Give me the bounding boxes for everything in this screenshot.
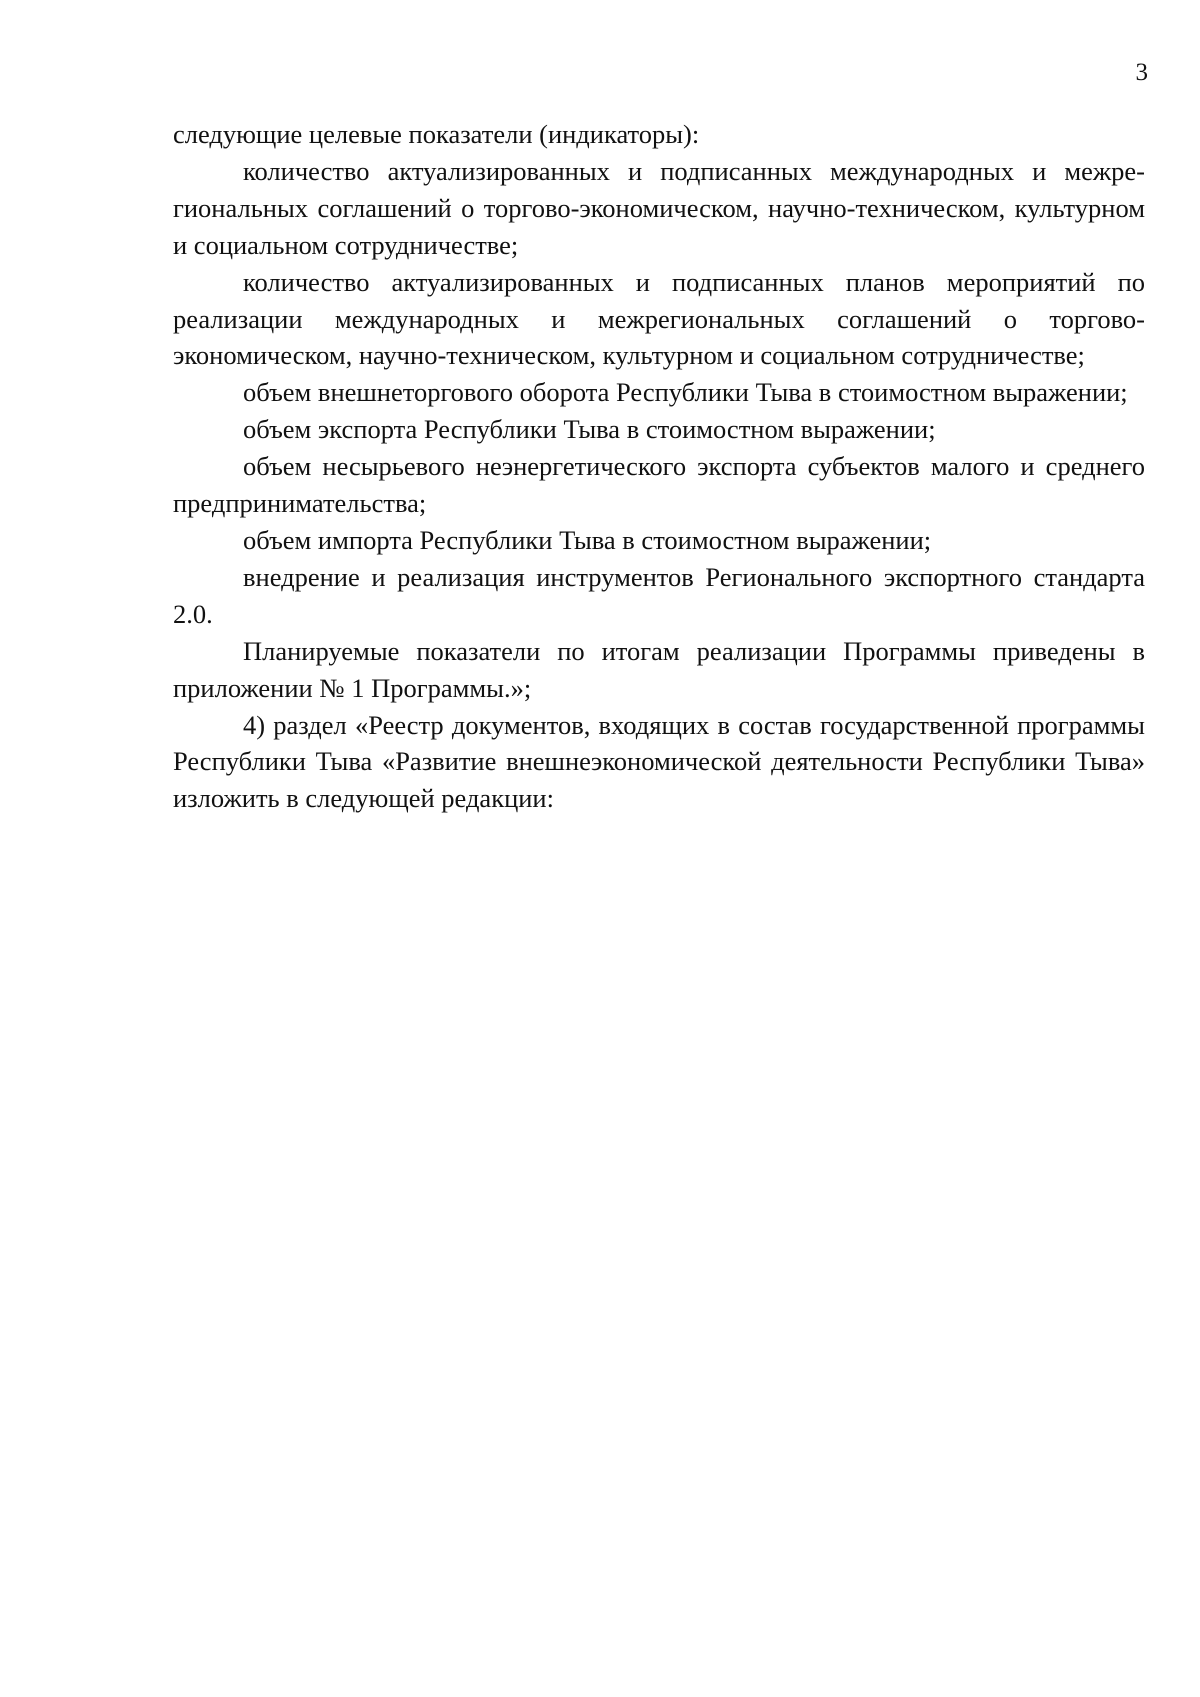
paragraph-indicator-agreements: количество актуализированных и подписанных международных и межрегиональных соглашений о торгово-экономическом, научно-техническом, культурном и социальном сотрудничестве; xyxy=(173,155,1145,260)
document-body xyxy=(173,116,1145,817)
paragraph-indicator-nonresource-export: объем несырьевого неэнергетического экспорта субъектов малого и среднего предпринимательства; xyxy=(173,451,1145,519)
page-number: 3 xyxy=(1135,59,1148,86)
paragraph-indicator-export: объем экспорта Республики Тыва в стоимостном выражении; xyxy=(243,414,936,445)
paragraph-indicator-trade-turnover: объем внешнеторгового оборота Республики Тыва в стоимостном выражении; xyxy=(243,377,1128,408)
paragraph-planned-indicators: Планируемые показатели по итогам реализации Программы приведены в приложении № 1 Программы.»; xyxy=(173,635,1145,703)
paragraph-item-4-registry: 4) раздел «Реестр документов, входящих в состав государственной программы Республики Тыва «Развитие внешнеэкономической деятельности Республики Тыва» изложить в следующей редакции: xyxy=(173,709,1145,814)
paragraph-indicator-export-standard: внедрение и реализация инструментов Регионального экспортного стандарта 2.0. xyxy=(173,561,1145,629)
paragraph-intro: следующие целевые показатели (индикаторы): xyxy=(173,119,700,149)
paragraph-indicator-import: объем импорта Республики Тыва в стоимостном выражении; xyxy=(243,524,932,555)
paragraph-indicator-plans: количество актуализированных и подписанных планов мероприятий по реализации международных и межрегиональных соглашений о торгово-экономическом, научно-техническом, культурном и социальном сотрудничестве; xyxy=(173,266,1145,371)
